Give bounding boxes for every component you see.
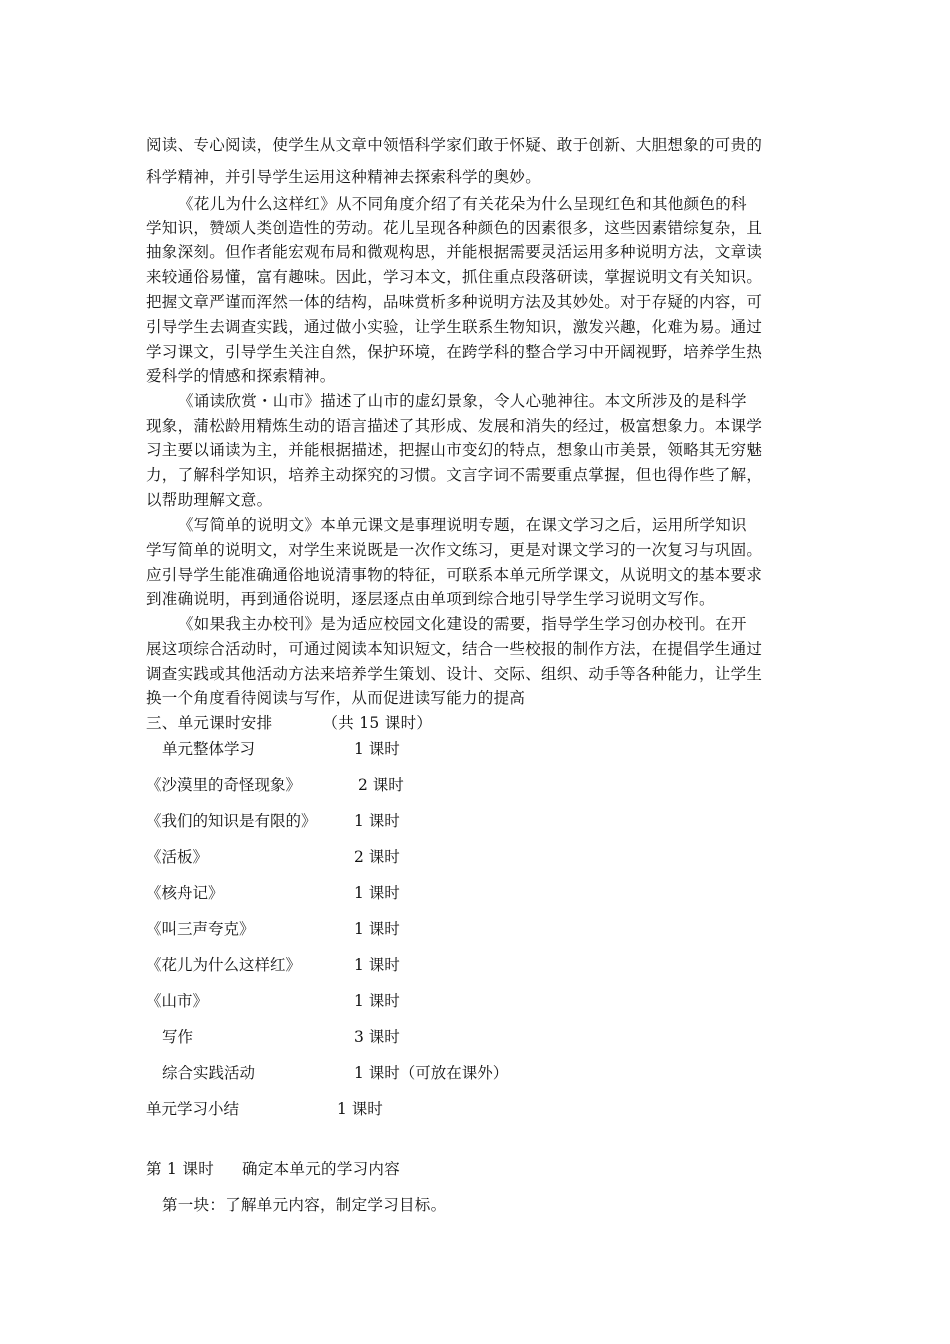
schedule-item-hours: 3 课时 xyxy=(354,1028,400,1046)
schedule-heading xyxy=(146,711,432,733)
schedule-item-hours: 1 课时 xyxy=(354,884,400,902)
paragraph-line: 爱科学的情感和探索精神。 xyxy=(146,367,336,385)
schedule-item-hours: 2 课时 xyxy=(354,848,400,866)
schedule-item-hours: 1 课时（可放在课外） xyxy=(354,1064,509,1082)
schedule-item-hours: 1 课时 xyxy=(354,920,400,938)
schedule-item-hours: 1 课时 xyxy=(354,812,400,830)
paragraph-line: 抽象深刻。但作者能宏观布局和微观构思，并能根据需要灵活运用多种说明方法，文章读 xyxy=(146,243,763,261)
paragraph-line: 学写简单的说明文，对学生来说既是一次作文练习，更是对课文学习的一次复习与巩固。 xyxy=(146,541,763,559)
paragraph-line: 习主要以诵读为主，并能根据描述，把握山市变幻的特点，想象山市美景，领略其无穷魅 xyxy=(146,441,763,459)
paragraph-line: 到准确说明，再到通俗说明，逐层逐点由单项到综合地引导学生学习说明文写作。 xyxy=(146,590,715,608)
paragraph-line: 《写简单的说明文》本单元课文是事理说明专题，在课文学习之后，运用所学知识 xyxy=(178,516,747,534)
paragraph-line: 阅读、专心阅读，使学生从文章中领悟科学家们敢于怀疑、敢于创新、大胆想象的可贵的 xyxy=(146,136,763,154)
schedule-item-hours: 1 课时 xyxy=(354,992,400,1010)
schedule-item-name: 单元整体学习 xyxy=(162,740,256,758)
schedule-item-name: 《花儿为什么这样红》 xyxy=(146,956,302,974)
schedule-item-name: 《我们的知识是有限的》 xyxy=(146,812,317,830)
paragraph-line: 调查实践或其他活动方法来培养学生策划、设计、交际、组织、动手等各种能力，让学生 xyxy=(146,665,763,683)
schedule-item-hours: 2 课时 xyxy=(358,776,404,794)
paragraph-line: 展这项综合活动时，可通过阅读本知识短文，结合一些校报的制作方法，在提倡学生通过 xyxy=(146,640,763,658)
paragraph-line: 《如果我主办校刊》是为适应校园文化建设的需要，指导学生学习创办校刊。在开 xyxy=(178,615,747,633)
paragraph-line: 以帮助理解文意。 xyxy=(146,491,273,509)
paragraph-line: 科学精神，并引导学生运用这种精神去探索科学的奥妙。 xyxy=(146,168,542,186)
paragraph-line: 换一个角度看待阅读与写作，从而促进读写能力的提高 xyxy=(146,689,526,707)
paragraph-line: 《花儿为什么这样红》从不同角度介绍了有关花朵为什么呈现红色和其他颜色的科 xyxy=(178,195,747,213)
paragraph-line: 把握文章严谨而浑然一体的结构，品味赏析多种说明方法及其妙处。对于存疑的内容，可 xyxy=(146,293,763,311)
schedule-item-name: 《沙漠里的奇怪现象》 xyxy=(146,776,302,794)
lesson-header xyxy=(146,1157,400,1179)
schedule-total: （共 15 课时） xyxy=(322,714,433,732)
schedule-item-name: 《活板》 xyxy=(146,848,209,866)
paragraph-line: 力，了解科学知识，培养主动探究的习惯。文言字词不需要重点掌握，但也得作些了解， xyxy=(146,466,763,484)
schedule-item-hours: 1 课时 xyxy=(354,740,400,758)
lesson-number: 第 1 课时 xyxy=(146,1160,215,1178)
paragraph-line: 引导学生去调查实践，通过做小实验，让学生联系生物知识，激发兴趣，化难为易。通过 xyxy=(146,318,763,336)
paragraph-line: 现象，蒲松龄用精炼生动的语言描述了其形成、发展和消失的经过，极富想象力。本课学 xyxy=(146,417,763,435)
paragraph-line: 来较通俗易懂，富有趣味。因此，学习本文，抓住重点段落研读，掌握说明文有关知识。 xyxy=(146,268,763,286)
schedule-heading-text: 三、单元课时安排 xyxy=(146,714,273,732)
schedule-item-name: 《山市》 xyxy=(146,992,209,1010)
schedule-item-name: 《核舟记》 xyxy=(146,884,224,902)
lesson-block: 第一块：了解单元内容，制定学习目标。 xyxy=(162,1196,447,1214)
schedule-item-hours: 1 课时 xyxy=(354,956,400,974)
schedule-item-name: 写作 xyxy=(162,1028,194,1046)
schedule-item-name: 综合实践活动 xyxy=(162,1064,256,1082)
schedule-item-name: 单元学习小结 xyxy=(146,1100,240,1118)
paragraph-line: 《诵读欣赏・山市》描述了山市的虚幻景象，令人心驰神往。本文所涉及的是科学 xyxy=(178,392,747,410)
paragraph-line: 应引导学生能准确通俗地说清事物的特征，可联系本单元所学课文，从说明文的基本要求 xyxy=(146,566,763,584)
lesson-title: 确定本单元的学习内容 xyxy=(242,1160,401,1178)
paragraph-line: 学知识，赞颂人类创造性的劳动。花儿呈现各种颜色的因素很多，这些因素错综复杂，且 xyxy=(146,219,763,237)
schedule-item-name: 《叫三声夸克》 xyxy=(146,920,255,938)
schedule-item-hours: 1 课时 xyxy=(337,1100,383,1118)
paragraph-line: 学习课文，引导学生关注自然，保护环境，在跨学科的整合学习中开阔视野，培养学生热 xyxy=(146,343,763,361)
